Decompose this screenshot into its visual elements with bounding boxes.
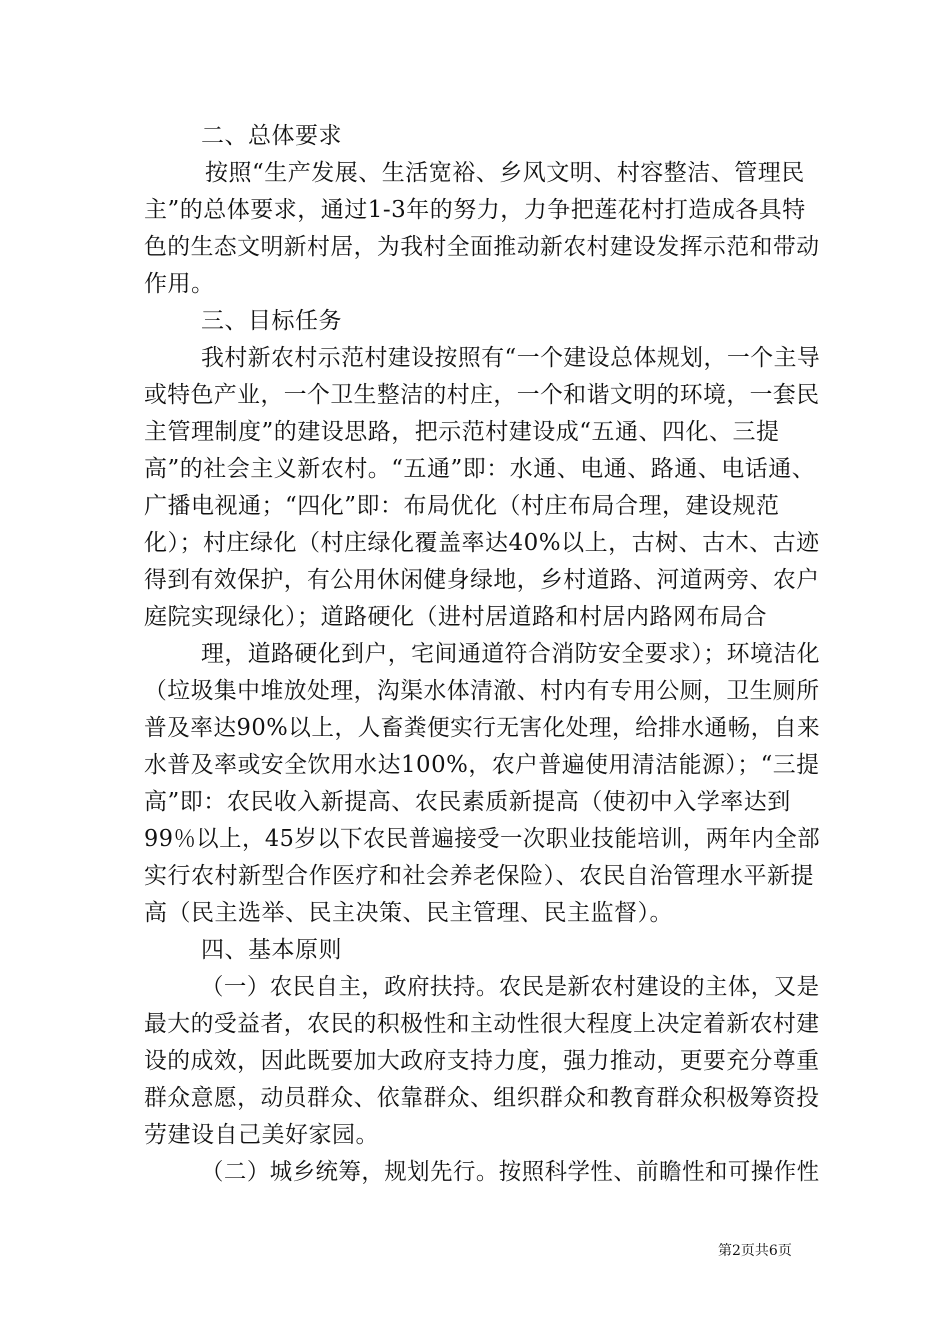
paragraph-line: 高”的社会主义新农村。“五通”即：水通、电通、路通、电话通、 [144,456,816,482]
paragraph-line: 广播电视通；“四化”即：布局优化（村庄布局合理，建设规范 [144,493,780,519]
paragraph-line: 实行农村新型合作医疗和社会养老保险）、农民自治管理水平新提 [144,863,814,889]
paragraph-line: 作用。 [144,271,215,297]
paragraph-line: 99％以上，45岁以下农民普遍接受一次职业技能培训，两年内全部 [144,826,821,852]
paragraph-line: 高”即：农民收入新提高、农民素质新提高（使初中入学率达到 [144,789,791,815]
paragraph-line: 群众意愿，动员群众、依靠群众、组织群众和教育群众积极筹资投 [144,1085,820,1111]
paragraph-line: （一）农民自主，政府扶持。农民是新农村建设的主体，又是 [201,974,820,1000]
paragraph-line: 高（民主选举、民主决策、民主管理、民主监督）。 [144,900,673,926]
paragraph-line: 水普及率或安全饮用水达100%，农户普遍使用清洁能源）；“三提 [144,752,820,778]
paragraph-line: 得到有效保护，有公用休闲健身绿地，乡村道路、河道两旁、农户 [144,567,820,593]
paragraph-line: （二）城乡统筹，规划先行。按照科学性、前瞻性和可操作性 [201,1159,820,1185]
paragraph-line: （垃圾集中堆放处理，沟渠水体清澈、村内有专用公厕，卫生厕所 [144,678,820,704]
paragraph-line: 我村新农村示范村建设按照有“一个建设总体规划，一个主导 [201,345,821,371]
page-number: 第2页共6页 [718,1243,792,1259]
section-heading-target-tasks: 三、目标任务 [201,308,342,334]
paragraph-line: 主”的总体要求，通过1-3年的努力，力争把莲花村打造成各具特 [144,197,806,223]
paragraph-line: 庭院实现绿化）；道路硬化（进村居道路和村居内路网布局合 [144,604,767,630]
paragraph-line: 普及率达90%以上，人畜粪便实行无害化处理，给排水通畅，自来 [144,715,821,741]
paragraph-line: 按照“生产发展、生活宽裕、乡风文明、村容整洁、管理民 [205,160,805,186]
paragraph-line: 或特色产业，一个卫生整洁的村庄，一个和谐文明的环境，一套民 [144,382,820,408]
paragraph-line: 设的成效，因此既要加大政府支持力度，强力推动，更要充分尊重 [144,1048,820,1074]
section-heading-basic-principles: 四、基本原则 [201,937,342,963]
paragraph-line: 主管理制度”的建设思路，把示范村建设成“五通、四化、三提 [144,419,780,445]
paragraph-line: 劳建设自己美好家园。 [144,1122,379,1148]
paragraph-line: 色的生态文明新村居，为我村全面推动新农村建设发挥示范和带动 [144,234,820,260]
paragraph-line: 化）；村庄绿化（村庄绿化覆盖率达40%以上，古树、古木、古迹 [144,530,820,556]
section-heading-general-requirements: 二、总体要求 [201,123,342,149]
paragraph-line: 理，道路硬化到户，宅间通道符合消防安全要求）；环境洁化 [201,641,821,667]
paragraph-line: 最大的受益者，农民的积极性和主动性很大程度上决定着新农村建 [144,1011,820,1037]
